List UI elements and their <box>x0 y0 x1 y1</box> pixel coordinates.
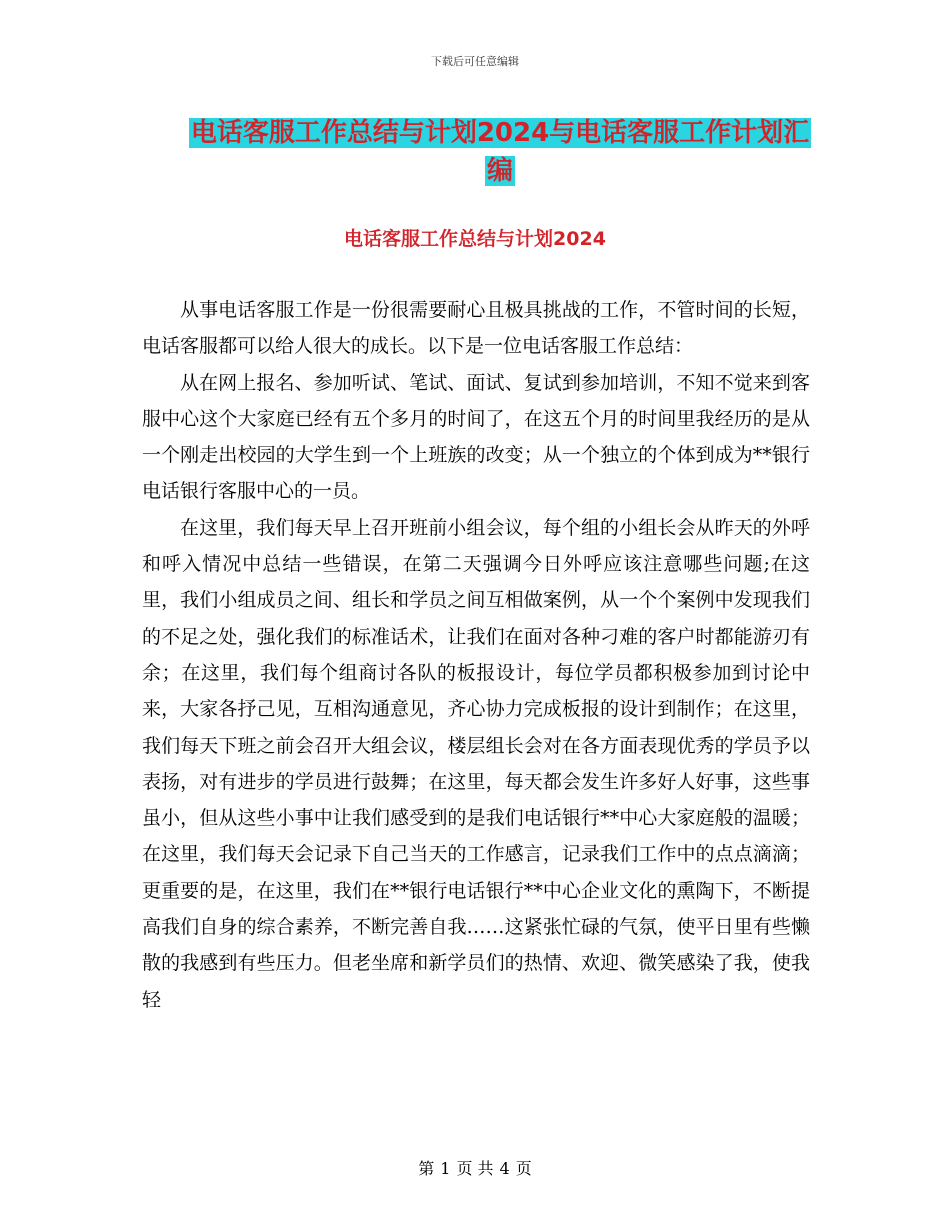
page-footer <box>0 1156 950 1179</box>
page-total: 4 <box>499 1159 510 1178</box>
header-note: 下载后可任意编辑 <box>431 55 519 68</box>
paragraph: 从在网上报名、参加听试、笔试、面试、复试到参加培训，不知不觉来到客服中心这个大家庭已经有五个多月的时间了，在这五个月的时间里我经历的是从一个刚走出校园的大学生到一个上班族的改变；从一个独立的个体到成为**银行电话银行客服中心的一员。 <box>142 371 810 503</box>
document-body <box>142 292 810 1018</box>
page-middle: 页 共 <box>456 1159 494 1178</box>
paragraph: 在这里，我们每天早上召开班前小组会议，每个组的小组长会从昨天的外呼和呼入情况中总结一些错误，在第二天强调今日外呼应该注意哪些问题;在这里，我们小组成员之间、组长和学员之间互相做案例，从一个个案例中发现我们的不足之处，强化我们的标准话术，让我们在面对各种刁难的客户时都能游刃有余；在这里，我们每个组商讨各队的板报设计，每位学员都积极参加到讨论中来，大家各抒己见，互相沟通意见，齐心协力完成板报的设计到制作；在这里，我们每天下班之前会召开大组会议，楼层组长会对在各方面表现优秀的学员予以表扬，对有进步的学员进行鼓舞；在这里，每天都会发生许多好人好事，这些事虽小，但从这些小事中让我们感受到的是我们电话银行**中心大家庭般的温暖；在这里，我们每天会记录下自己当天的工作感言，记录我们工作中的点点滴滴；更重要的是，在这里，我们在**银行电话银行**中心企业文化的熏陶下，不断提高我们自身的综合素养，不断完善自我……这紧张忙碌的气氛，使平日里有些懒散的我感到有些压力。但老坐席和新学员们的热情、欢迎、微笑感染了我，使我轻 <box>142 516 810 1011</box>
section-title: 电话客服工作总结与计划2024 <box>344 228 606 250</box>
page-prefix: 第 <box>418 1159 435 1178</box>
page-number: 1 <box>440 1159 451 1178</box>
paragraph: 从事电话客服工作是一份很需要耐心且极具挑战的工作，不管时间的长短，电话客服都可以给人很大的成长。以下是一位电话客服工作总结： <box>142 299 810 358</box>
page-suffix: 页 <box>515 1159 532 1178</box>
document-title-line2: 编 <box>486 156 513 186</box>
document-title-line1: 电话客服工作总结与计划2024与电话客服工作计划汇 <box>190 118 810 148</box>
document-title <box>140 114 860 190</box>
